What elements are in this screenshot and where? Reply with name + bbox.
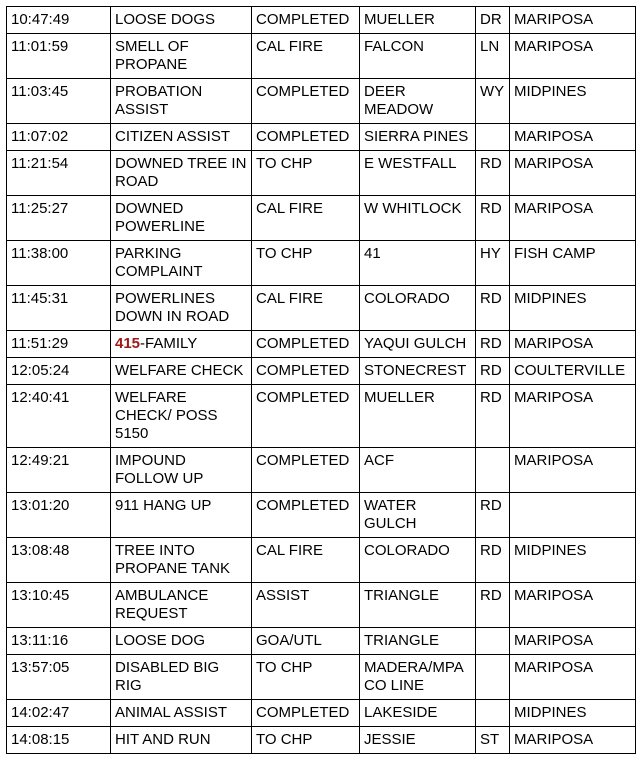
call-city: MARIPOSA: [510, 34, 636, 79]
call-time: 11:38:00: [7, 241, 111, 286]
call-type: PROBATION ASSIST: [111, 79, 252, 124]
call-street-suffix: [476, 124, 510, 151]
call-type: PARKING COMPLAINT: [111, 241, 252, 286]
call-disposition: ASSIST: [252, 583, 360, 628]
call-street-suffix: RD: [476, 331, 510, 358]
call-street-suffix: [476, 628, 510, 655]
call-city: MARIPOSA: [510, 196, 636, 241]
call-street-suffix: WY: [476, 79, 510, 124]
call-disposition: COMPLETED: [252, 493, 360, 538]
call-city: [510, 493, 636, 538]
call-city: MARIPOSA: [510, 151, 636, 196]
call-time: 13:08:48: [7, 538, 111, 583]
table-row: [7, 538, 636, 583]
call-city: MIDPINES: [510, 286, 636, 331]
call-disposition: TO CHP: [252, 151, 360, 196]
call-street: MUELLER: [360, 7, 476, 34]
call-street: WATER GULCH: [360, 493, 476, 538]
call-city: MIDPINES: [510, 79, 636, 124]
table-row: [7, 151, 636, 196]
call-type: LOOSE DOGS: [111, 7, 252, 34]
call-disposition: COMPLETED: [252, 700, 360, 727]
call-city: MARIPOSA: [510, 7, 636, 34]
call-disposition: GOA/UTL: [252, 628, 360, 655]
call-street: YAQUI GULCH: [360, 331, 476, 358]
call-city: MIDPINES: [510, 538, 636, 583]
table-row: [7, 286, 636, 331]
call-street-suffix: RD: [476, 151, 510, 196]
call-street: E WESTFALL: [360, 151, 476, 196]
call-disposition: COMPLETED: [252, 358, 360, 385]
call-street: TRIANGLE: [360, 583, 476, 628]
table-row: [7, 655, 636, 700]
call-street: MADERA/MPA CO LINE: [360, 655, 476, 700]
call-type: CITIZEN ASSIST: [111, 124, 252, 151]
call-street-suffix: DR: [476, 7, 510, 34]
call-street: COLORADO: [360, 286, 476, 331]
call-street: COLORADO: [360, 538, 476, 583]
call-type: IMPOUND FOLLOW UP: [111, 448, 252, 493]
table-row: [7, 124, 636, 151]
call-street-suffix: RD: [476, 196, 510, 241]
call-street-suffix: [476, 655, 510, 700]
call-street: JESSIE: [360, 727, 476, 754]
call-street: TRIANGLE: [360, 628, 476, 655]
call-time: 14:02:47: [7, 700, 111, 727]
table-row: [7, 727, 636, 754]
call-disposition: CAL FIRE: [252, 196, 360, 241]
call-time: 11:45:31: [7, 286, 111, 331]
call-type: WELFARE CHECK/ POSS 5150: [111, 385, 252, 448]
call-type: 911 HANG UP: [111, 493, 252, 538]
table-row: [7, 7, 636, 34]
call-log-table: [6, 6, 636, 754]
call-street-suffix: RD: [476, 385, 510, 448]
table-row: [7, 583, 636, 628]
call-street: DEER MEADOW: [360, 79, 476, 124]
call-disposition: TO CHP: [252, 727, 360, 754]
call-disposition: COMPLETED: [252, 7, 360, 34]
call-street: W WHITLOCK: [360, 196, 476, 241]
table-row: [7, 34, 636, 79]
call-type: AMBULANCE REQUEST: [111, 583, 252, 628]
call-street-suffix: ST: [476, 727, 510, 754]
call-type: ANIMAL ASSIST: [111, 700, 252, 727]
call-city: COULTERVILLE: [510, 358, 636, 385]
call-type: TREE INTO PROPANE TANK: [111, 538, 252, 583]
call-disposition: COMPLETED: [252, 331, 360, 358]
call-time: 11:25:27: [7, 196, 111, 241]
call-disposition: COMPLETED: [252, 385, 360, 448]
call-type: DOWNED POWERLINE: [111, 196, 252, 241]
call-time: 11:51:29: [7, 331, 111, 358]
call-disposition: CAL FIRE: [252, 34, 360, 79]
call-city: MARIPOSA: [510, 655, 636, 700]
table-row: [7, 358, 636, 385]
call-time: 10:47:49: [7, 7, 111, 34]
table-row: [7, 79, 636, 124]
call-city: MARIPOSA: [510, 583, 636, 628]
call-type: DISABLED BIG RIG: [111, 655, 252, 700]
call-time: 13:57:05: [7, 655, 111, 700]
call-street-suffix: RD: [476, 493, 510, 538]
call-street: 41: [360, 241, 476, 286]
table-row: [7, 700, 636, 727]
table-row: [7, 196, 636, 241]
call-street: LAKESIDE: [360, 700, 476, 727]
call-city: MARIPOSA: [510, 448, 636, 493]
call-street: ACF: [360, 448, 476, 493]
call-city: MARIPOSA: [510, 727, 636, 754]
call-disposition: CAL FIRE: [252, 538, 360, 583]
call-street-suffix: HY: [476, 241, 510, 286]
table-row: [7, 628, 636, 655]
call-disposition: COMPLETED: [252, 79, 360, 124]
call-time: 13:01:20: [7, 493, 111, 538]
call-time: 13:11:16: [7, 628, 111, 655]
call-street-suffix: RD: [476, 538, 510, 583]
call-time: 13:10:45: [7, 583, 111, 628]
call-time: 11:21:54: [7, 151, 111, 196]
call-street: MUELLER: [360, 385, 476, 448]
call-disposition: TO CHP: [252, 241, 360, 286]
call-type: HIT AND RUN: [111, 727, 252, 754]
call-street-suffix: RD: [476, 286, 510, 331]
call-city: FISH CAMP: [510, 241, 636, 286]
call-city: MIDPINES: [510, 700, 636, 727]
call-city: MARIPOSA: [510, 331, 636, 358]
call-street: SIERRA PINES: [360, 124, 476, 151]
call-type: DOWNED TREE IN ROAD: [111, 151, 252, 196]
table-row: [7, 241, 636, 286]
call-log-body: [7, 7, 636, 754]
table-row: [7, 448, 636, 493]
call-disposition: COMPLETED: [252, 448, 360, 493]
call-street-suffix: [476, 448, 510, 493]
call-time: 14:08:15: [7, 727, 111, 754]
call-disposition: TO CHP: [252, 655, 360, 700]
call-time: 12:40:41: [7, 385, 111, 448]
call-city: MARIPOSA: [510, 628, 636, 655]
call-type-text: -FAMILY: [140, 335, 198, 352]
call-time: 11:07:02: [7, 124, 111, 151]
call-type: WELFARE CHECK: [111, 358, 252, 385]
call-disposition: COMPLETED: [252, 124, 360, 151]
call-time: 11:03:45: [7, 79, 111, 124]
call-disposition: CAL FIRE: [252, 286, 360, 331]
call-street-suffix: RD: [476, 583, 510, 628]
call-type: [111, 331, 252, 358]
call-street-suffix: [476, 700, 510, 727]
table-row: [7, 331, 636, 358]
call-time: 12:49:21: [7, 448, 111, 493]
call-street-suffix: LN: [476, 34, 510, 79]
call-city: MARIPOSA: [510, 385, 636, 448]
call-type: POWERLINES DOWN IN ROAD: [111, 286, 252, 331]
call-city: MARIPOSA: [510, 124, 636, 151]
table-row: [7, 385, 636, 448]
call-time: 12:05:24: [7, 358, 111, 385]
call-street: FALCON: [360, 34, 476, 79]
call-type-code: 415: [115, 335, 141, 352]
table-row: [7, 493, 636, 538]
call-type: SMELL OF PROPANE: [111, 34, 252, 79]
call-time: 11:01:59: [7, 34, 111, 79]
call-type: LOOSE DOG: [111, 628, 252, 655]
call-street-suffix: RD: [476, 358, 510, 385]
call-street: STONECREST: [360, 358, 476, 385]
